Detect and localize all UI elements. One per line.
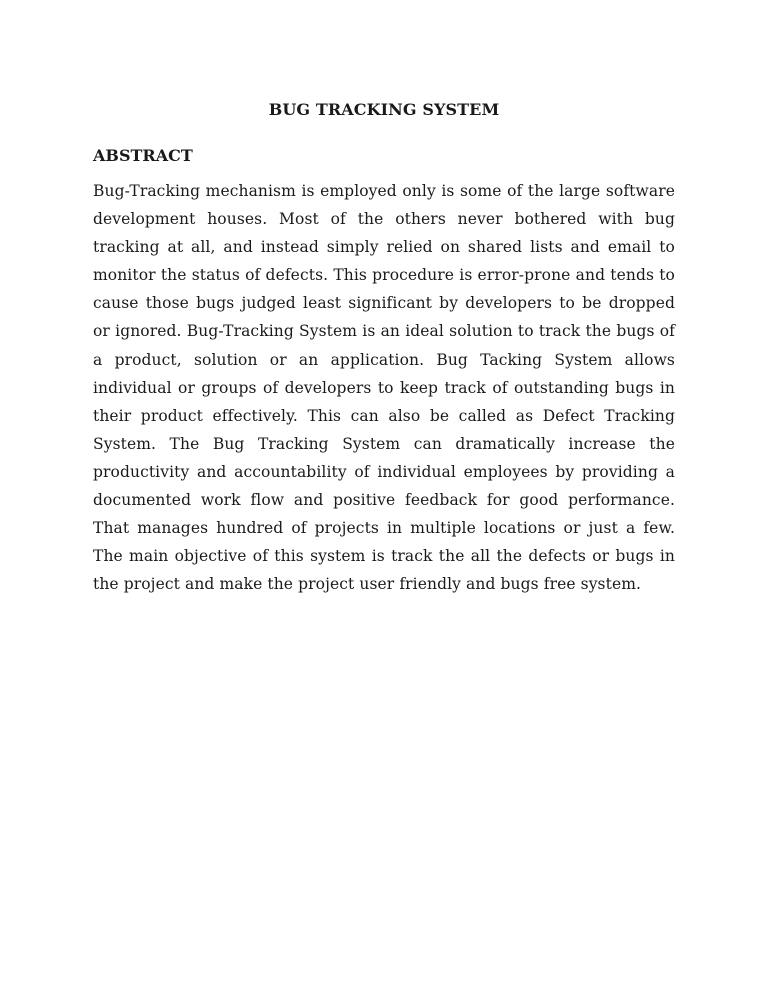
document-title: BUG TRACKING SYSTEM [268,100,500,119]
section-heading-abstract: ABSTRACT [93,146,193,165]
abstract-paragraph: Bug-Tracking mechanism is employed only is some of the large software development houses. Most of the others never bothered with bug tracking at all, and instead simply relied on shared lists and email to monitor the status of defects. This procedure is error-prone and tends to cause those bugs judged least significant by developers to be dropped or ignored. Bug-Tracking System is an ideal solution to track the bugs of a product, solution or an application. Bug Tacking System allows individual or groups of developers to keep track of outstanding bugs in their product effectively. This can also be called as Defect Tracking System. The Bug Tracking System can dramatically increase the productivity and accountability of individual employees by providing a documented work flow and positive feedback for good performance. That manages hundred of projects in multiple locations or just a few. The main objective of this system is track the all the defects or bugs in the project and make the project user friendly and bugs free system. [93,182,675,594]
